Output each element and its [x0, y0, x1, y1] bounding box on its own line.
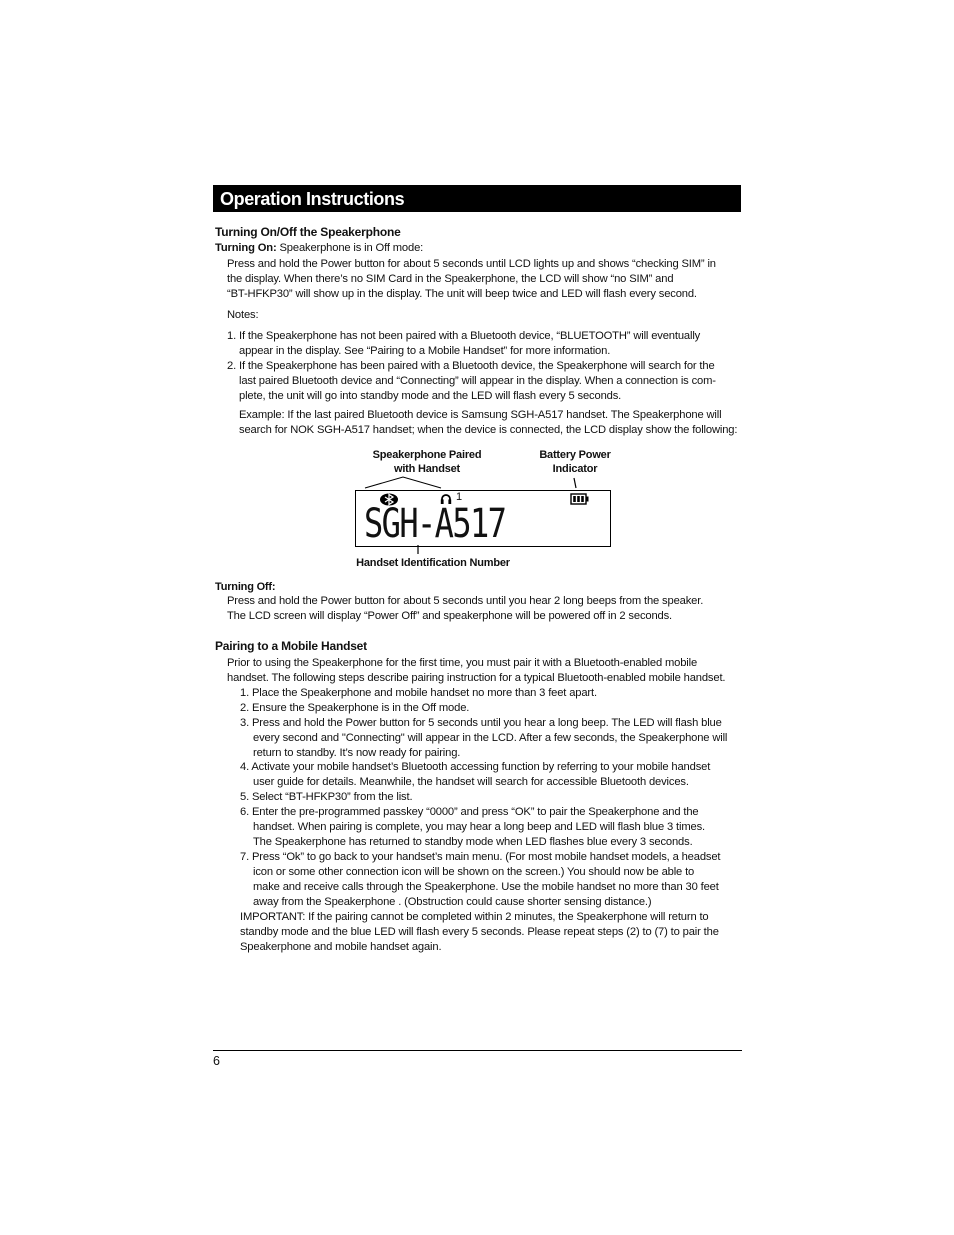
step-line: The Speakerphone has returned to standby mode when LED flashes blue every 3 seconds. — [253, 836, 693, 848]
label-handset-id: Handset Identification Number — [356, 557, 510, 569]
label-paired-handset — [356, 448, 498, 476]
step-line: 4. Activate your mobile handset’s Bluetooth accessing function by referring to your mobile handset — [240, 761, 711, 773]
note-line: 1. If the Speakerphone has not been paired with a Bluetooth device, “BLUETOOTH” will eventually — [227, 330, 701, 342]
turning-off-line: Press and hold the Power button for about 5 seconds until you hear 2 long beeps from the speaker. — [227, 595, 704, 607]
label-line: Indicator — [552, 463, 598, 475]
step-line: 2. Ensure the Speakerphone is in the Off mode. — [240, 702, 470, 714]
step-line: 3. Press and hold the Power button for 5 seconds until you hear a long beep. The LED will flash blue — [240, 717, 722, 729]
note-line: 2. If the Speakerphone has been paired with a Bluetooth device, the Speakerphone will search for the — [227, 360, 715, 372]
step-line: away from the Speakerphone . (Obstruction could cause shorter sensing distance.) — [253, 896, 652, 908]
turning-on-text: Speakerphone is in Off mode: — [276, 242, 424, 254]
callout-battery — [574, 478, 576, 488]
note-line: plete, the unit will go into standby mode and the LED will flash every 5 seconds. — [239, 390, 622, 402]
step-line: handset. When pairing is complete, you may hear a long beep and LED will flash blue 3 times. — [253, 821, 705, 833]
footer-rule — [213, 1050, 742, 1051]
label-line: Speakerphone Paired — [372, 449, 482, 461]
turning-off-line: The LCD screen will display “Power Off” and speakerphone will be powered off in 2 seconds. — [227, 610, 673, 622]
step-line: make and receive calls through the Speakerphone. Use the mobile handset no more than 30 feet — [253, 881, 719, 893]
turning-on-label: Turning On: — [215, 242, 277, 254]
step-line: every second and "Connecting" will appear in the LCD. After a few seconds, the Speakerphone will — [253, 732, 728, 744]
intro-line: Prior to using the Speakerphone for the first time, you must pair it with a Bluetooth-enabled mobile — [227, 657, 698, 669]
step-line: 6. Enter the pre-programmed passkey “0000” and press “OK” to pair the Speakerphone and the — [240, 806, 699, 818]
heading-pairing: Pairing to a Mobile Handset — [215, 639, 367, 653]
battery-icon — [570, 493, 590, 505]
lcd-text: SGH-A517 — [364, 501, 506, 547]
step-line: 5. Select “BT-HFKP30” from the list. — [240, 791, 413, 803]
note-line: last paired Bluetooth device and “Connecting” will appear in the display. When a connection is com- — [239, 375, 716, 387]
important-line: Speakerphone and mobile handset again. — [240, 941, 442, 953]
notes-label: Notes: — [227, 309, 259, 321]
step-line: icon or some other connection icon will be shown on the screen.) You should now be able to — [253, 866, 695, 878]
page-number: 6 — [213, 1054, 220, 1068]
page-title: Operation Instructions — [220, 189, 405, 209]
label-line: Battery Power — [539, 449, 611, 461]
step-line: 7. Press “Ok” to go back to your handset’s main menu. (For most mobile handset models, a headset — [240, 851, 721, 863]
handset-number: 1 — [456, 491, 463, 503]
callout-bracket — [365, 477, 441, 488]
note-line: appear in the display. See “Pairing to a Mobile Handset” for more information. — [239, 345, 611, 357]
para-line: “BT-HFKP30” will show up in the display. The unit will beep twice and LED will flash every second. — [227, 288, 697, 300]
para-line: the display. When there’s no SIM Card in the Speakerphone, the LCD will show “no SIM” and — [227, 273, 674, 285]
turning-off-label: Turning Off: — [215, 581, 276, 593]
label-line: with Handset — [393, 463, 461, 475]
example-line: Example: If the last paired Bluetooth device is Samsung SGH-A517 handset. The Speakerphone will — [239, 409, 722, 421]
step-line: user guide for details. Meanwhile, the handset will search for accessible Bluetooth devices. — [253, 776, 689, 788]
intro-line: handset. The following steps describe pairing instruction for a typical Bluetooth-enabled mobile handset. — [227, 672, 726, 684]
step-line: return to standby. It’s now ready for pairing. — [253, 747, 461, 759]
heading-turning-on-off: Turning On/Off the Speakerphone — [215, 225, 401, 239]
callout-handset-id — [414, 544, 422, 556]
section-banner — [213, 185, 741, 212]
turning-on-line — [215, 241, 423, 256]
para-line: Press and hold the Power button for about 5 seconds until LCD lights up and shows “checking SIM” in — [227, 258, 716, 270]
important-line: IMPORTANT: If the pairing cannot be completed within 2 minutes, the Speakerphone will return to — [240, 911, 709, 923]
important-line: standby mode and the blue LED will flash every 5 seconds. Please repeat steps (2) to (7) to pair the — [240, 926, 719, 938]
step-line: 1. Place the Speakerphone and mobile handset no more than 3 feet apart. — [240, 687, 597, 699]
label-battery-indicator — [525, 448, 625, 476]
example-line: search for NOK SGH-A517 handset; when the device is connected, the LCD display show the following: — [239, 424, 738, 436]
lcd-display — [355, 490, 611, 547]
